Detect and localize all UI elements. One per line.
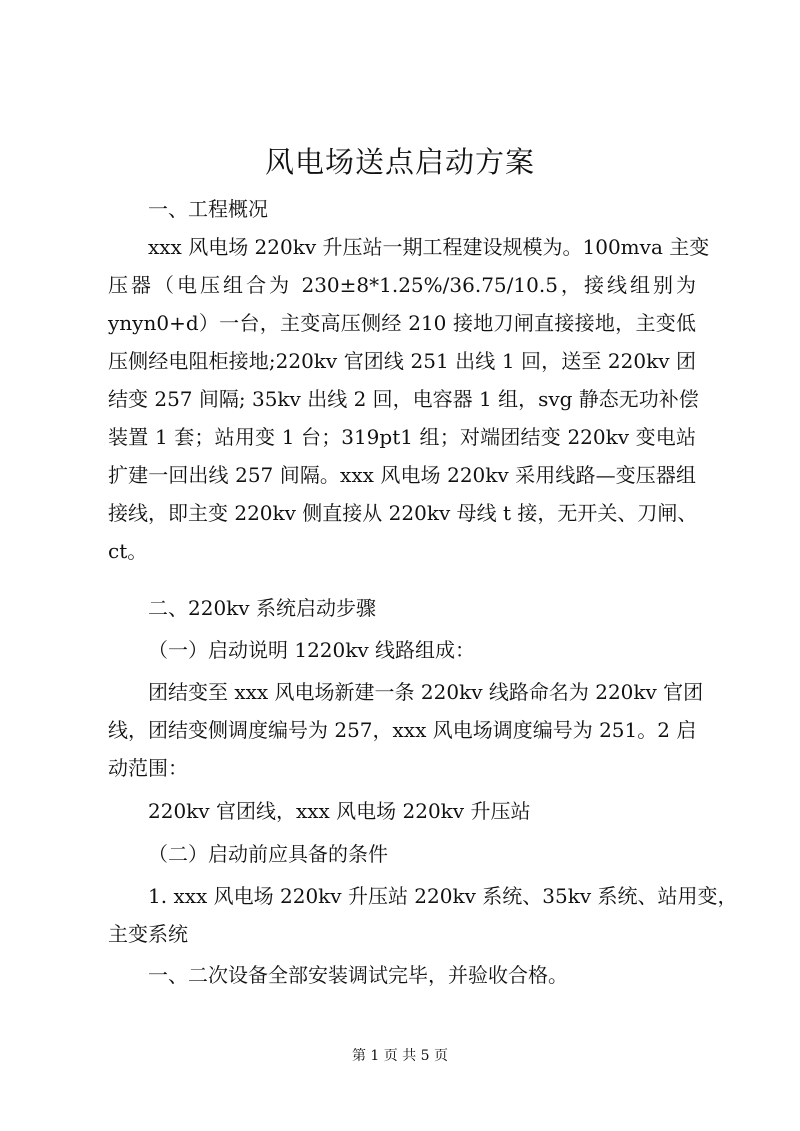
paragraph-line: 接线，即主变 220kv 侧直接从 220kv 母线 t 接，无开关、刀闸、 (108, 501, 698, 525)
subsection-heading: （二）启动前应具备的条件 (148, 842, 388, 866)
paragraph-line: 线，团结变侧调度编号为 257，xxx 风电场调度编号为 251。2 启 (108, 718, 697, 742)
paragraph-line: 压侧经电阻柜接地;220kv 官团线 251 出线 1 回，送至 220kv 团 (108, 349, 696, 373)
paragraph-line: ct。 (108, 539, 148, 563)
section-heading: 二、220kv 系统启动步骤 (148, 596, 376, 620)
document-title: 风电场送点启动方案 (264, 145, 535, 179)
paragraph-line: 团结变至 xxx 风电场新建一条 220kv 线路命名为 220kv 官团 (148, 680, 704, 704)
paragraph-line: 结变 257 间隔; 35kv 出线 2 回，电容器 1 组，svg 静态无功补偿 (108, 387, 699, 411)
paragraph-line: 1. xxx 风电场 220kv 升压站 220kv 系统、35kv 系统、站用变， (148, 884, 738, 908)
paragraph-line: 扩建一回出线 257 间隔。xxx 风电场 220kv 采用线路—变压器组 (108, 463, 696, 487)
paragraph-line: xxx 风电场 220kv 升压站一期工程建设规模为。100mva 主变 (148, 235, 710, 259)
paragraph-line: 压器（电压组合为 230±8*1.25%/36.75/10.5，接线组别为 (108, 273, 696, 297)
subsection-heading: （一）启动说明 1220kv 线路组成： (148, 638, 476, 662)
paragraph-line: 装置 1 套；站用变 1 台；319pt1 组；对端团结变 220kv 变电站 (108, 425, 696, 449)
paragraph-line: ynyn0+d）一台，主变高压侧经 210 接地刀闸直接接地，主变低 (108, 311, 696, 335)
page-number-footer: 第 1 页 共 5 页 (351, 1048, 449, 1064)
paragraph-line: 动范围： (108, 756, 188, 780)
paragraph-line: 一、二次设备全部安装调试完毕，并验收合格。 (148, 963, 568, 987)
paragraph-line: 220kv 官团线，xxx 风电场 220kv 升压站 (148, 799, 531, 823)
paragraph-line: 主变系统 (108, 922, 188, 946)
section-heading: 一、工程概况 (148, 197, 268, 221)
